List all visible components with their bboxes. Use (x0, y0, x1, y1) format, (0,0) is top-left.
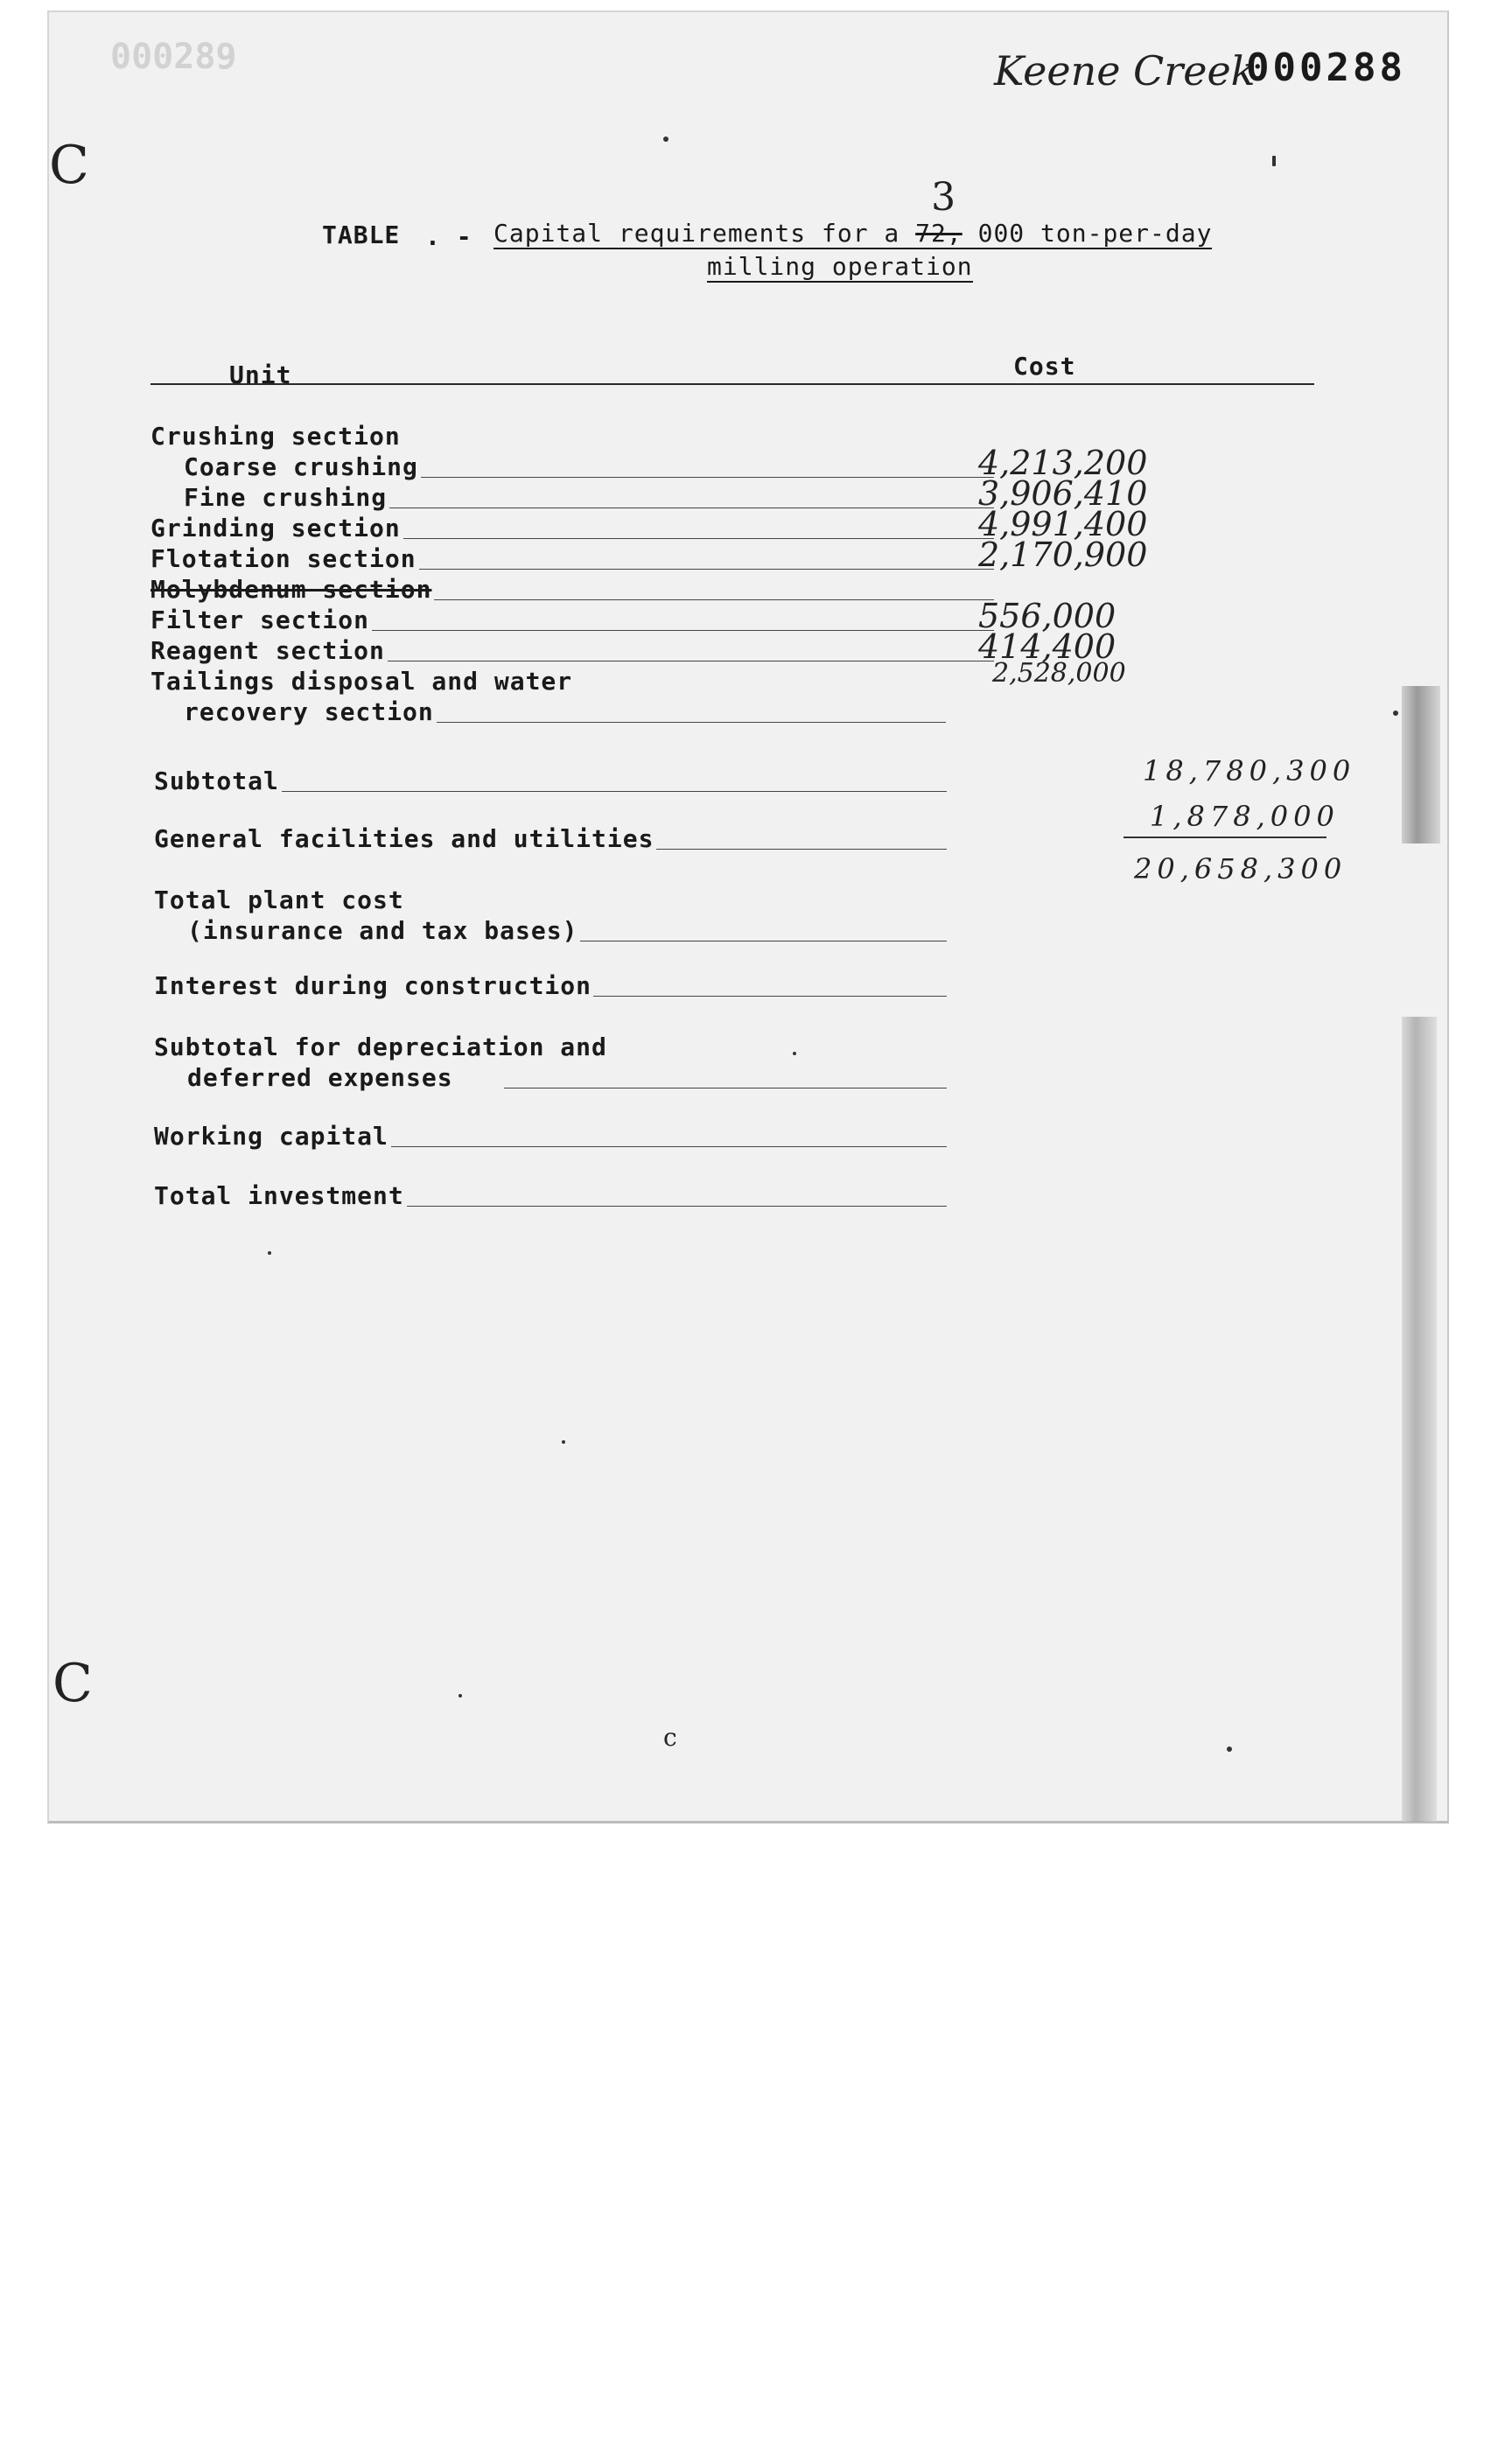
leader-line (434, 599, 994, 600)
scan-speck (663, 136, 668, 142)
row-label: Filter section (150, 606, 370, 634)
summary-label: Working capital (154, 1122, 388, 1151)
handwritten-cost: 4,213,200 (978, 444, 1148, 482)
leader-line (580, 941, 947, 942)
row-label: recovery section (184, 697, 434, 726)
handwritten-cost: 2,170,900 (978, 536, 1148, 574)
scan-speck (268, 1251, 271, 1255)
title-text-after: 000 ton-per-day (977, 219, 1213, 248)
title-line-1 (494, 175, 1213, 249)
row-label: Crushing section (150, 422, 401, 451)
leader-line (282, 791, 947, 792)
handwritten-total: 18,780,300 (1143, 754, 1356, 788)
summary-label: Subtotal (154, 766, 279, 795)
handwritten-capacity-correction: 3 (931, 175, 957, 220)
document-number: 000288 (1246, 46, 1406, 90)
leader-line (372, 630, 994, 631)
row-label: Flotation section (150, 544, 416, 573)
row-label: Fine crushing (184, 483, 388, 512)
leader-line (419, 569, 994, 570)
summary-label: Subtotal for depreciation and (154, 1032, 607, 1061)
row-label: Coarse crushing (184, 452, 418, 481)
summary-label: Interest during construction (154, 971, 592, 1000)
leader-line (388, 661, 994, 662)
summary-label: (insurance and tax bases) (187, 916, 578, 945)
scan-edge-shadow (1402, 1017, 1437, 1822)
handwritten-total: 1,878,000 (1150, 800, 1340, 833)
scan-speck (793, 1052, 796, 1055)
summary-label: Total investment (154, 1181, 404, 1210)
summary-label: General facilities and utilities (154, 824, 654, 853)
leader-line (593, 996, 947, 997)
header-rule (150, 383, 1314, 385)
handwritten-cost: 4,991,400 (978, 505, 1148, 543)
leader-line (403, 538, 994, 539)
row-label: Reagent section (150, 636, 385, 665)
scan-speck (1227, 1746, 1232, 1752)
scan-speck (1393, 710, 1398, 716)
leader-line (656, 849, 947, 850)
leader-line (407, 1206, 947, 1207)
row-label: Grinding section (150, 514, 401, 542)
sum-rule (1124, 836, 1326, 838)
row-label: Molybdenum section (150, 575, 432, 604)
margin-mark-footer: c (663, 1723, 677, 1752)
row-label: Tailings disposal and water (150, 667, 573, 696)
column-header-unit: Unit (229, 360, 292, 389)
scanned-page (47, 10, 1449, 1824)
margin-mark-top: C (49, 135, 89, 196)
leader-line (437, 722, 946, 723)
scan-edge-shadow (1402, 686, 1440, 844)
handwritten-project-name: Keene Creek (994, 47, 1256, 94)
leader-line (421, 477, 994, 478)
summary-label: deferred expenses (187, 1063, 453, 1092)
title-line-2: milling operation (707, 252, 973, 281)
handwritten-total: 20,658,300 (1134, 852, 1348, 886)
leader-line (391, 1146, 947, 1147)
summary-label: Total plant cost (154, 886, 404, 914)
bleedthrough-number: 000289 (110, 37, 237, 77)
handwritten-cost: 556,000 (978, 597, 1116, 635)
handwritten-cost: 2,528,000 (992, 658, 1126, 689)
column-header-cost: Cost (1013, 352, 1076, 381)
scan-speck (1272, 156, 1276, 166)
struck-capacity: 72, (915, 219, 962, 248)
title-text-before: Capital requirements for a (494, 219, 900, 248)
title-separator: . - (425, 222, 472, 251)
scan-speck (562, 1440, 565, 1444)
margin-mark-bottom: C (52, 1653, 93, 1714)
handwritten-cost: 414,400 (978, 627, 1116, 666)
table-label: TABLE (322, 220, 401, 249)
scan-speck (458, 1694, 462, 1698)
handwritten-cost: 3,906,410 (978, 474, 1148, 513)
